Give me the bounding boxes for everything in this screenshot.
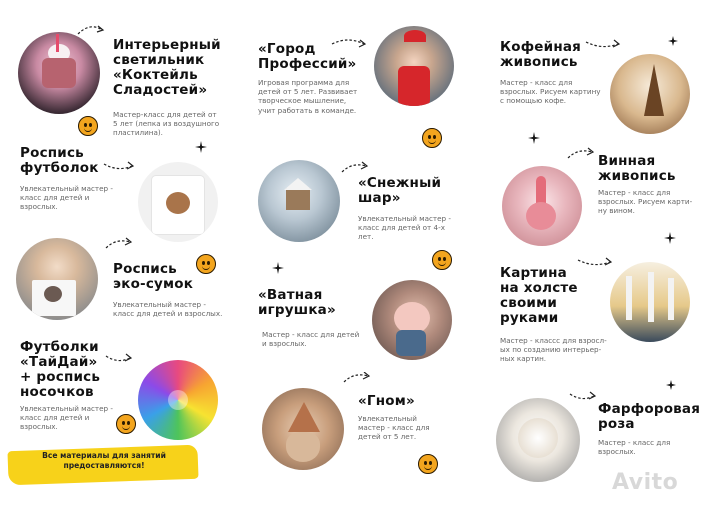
- sparkle-icon: [668, 36, 678, 46]
- item-desc-5: Увлекательный мастер - класс для детей от 4-х лет.: [358, 214, 451, 242]
- snow-globe-photo: [258, 160, 340, 242]
- item-title-5: «Снежный шар»: [358, 175, 442, 206]
- arrow-icon: [102, 160, 136, 174]
- item-title-6: «Ватная игрушка»: [258, 287, 336, 318]
- sparkle-icon: [528, 132, 540, 144]
- avito-watermark: Avito: [612, 470, 679, 495]
- arrow-icon: [342, 372, 372, 386]
- sparkle-icon: [195, 141, 207, 153]
- item-title-4: «Город Профессий»: [258, 41, 357, 72]
- item-title-0: Интерьерный светильник «Коктейль Сладостей»: [113, 37, 221, 98]
- item-desc-2: Увлекательный мастер - класс для детей и взрослых.: [113, 300, 223, 319]
- arrow-icon: [584, 38, 624, 52]
- arrow-icon: [566, 146, 596, 162]
- item-desc-6: Мастер - класс для детей и взрослых.: [262, 330, 360, 349]
- item-title-8: Кофейная живопись: [500, 39, 582, 70]
- item-desc-3: Увлекательный мастер - класс для детей и взрослых.: [20, 404, 113, 432]
- banner-text: Все материалы для занятий предоставляются!: [42, 451, 166, 470]
- item-desc-8: Мастер - класс для взрослых. Рисуем картину с помощью кофе.: [500, 78, 601, 106]
- smiley-icon: [78, 116, 98, 136]
- wine-painting-photo: [502, 166, 582, 246]
- tie-dye-photo: [138, 360, 218, 440]
- sparkle-icon: [272, 262, 284, 274]
- arrow-icon: [576, 256, 616, 270]
- smiley-icon: [422, 128, 442, 148]
- item-desc-7: Увлекательный мастер - класс для детей от 5 лет.: [358, 414, 430, 442]
- smiley-icon: [196, 254, 216, 274]
- item-desc-9: Мастер - класс для взрослых. Рисуем карти- ну вином.: [598, 188, 693, 216]
- arrow-icon: [340, 160, 370, 176]
- item-desc-1: Увлекательный мастер - класс для детей и взрослых.: [20, 184, 113, 212]
- arrow-icon: [568, 390, 598, 404]
- item-title-2: Роспись эко-сумок: [113, 261, 194, 292]
- professions-photo: [374, 26, 454, 106]
- arrow-icon: [104, 352, 134, 366]
- smiley-icon: [418, 454, 438, 474]
- eco-bag-photo: [16, 238, 98, 320]
- arrow-icon: [104, 236, 134, 252]
- smiley-icon: [116, 414, 136, 434]
- coffee-painting-photo: [610, 54, 690, 134]
- porcelain-rose-photo: [496, 398, 580, 482]
- arrow-icon: [76, 22, 106, 38]
- gnome-photo: [262, 388, 344, 470]
- sparkle-icon: [666, 380, 676, 390]
- item-title-7: «Гном»: [358, 393, 415, 409]
- item-desc-11: Мастер - класс для взрослых.: [598, 438, 671, 457]
- item-desc-0: Мастер-класс для детей от 5 лет (лепка из воздушного пластилина).: [113, 110, 220, 138]
- sparkle-icon: [664, 232, 676, 244]
- arrow-icon: [330, 36, 370, 50]
- item-desc-10: Мастер - классс для взросл- ых по созданию интерьер- ных картин.: [500, 336, 607, 364]
- item-title-10: Картина на холсте своими руками: [500, 265, 578, 326]
- milkshake-photo: [18, 32, 100, 114]
- item-title-11: Фарфоровая роза: [598, 401, 701, 432]
- tshirt-photo: [138, 162, 218, 242]
- item-title-1: Роспись футболок: [20, 145, 99, 176]
- item-title-9: Винная живопись: [598, 153, 676, 184]
- item-title-3: Футболки «ТайДай» + роспись носочков: [20, 339, 101, 400]
- smiley-icon: [432, 250, 452, 270]
- canvas-painting-photo: [610, 262, 690, 342]
- item-desc-4: Игровая программа для детей от 5 лет. Развивает творческое мышление, учит работать в команде.: [258, 78, 358, 115]
- cotton-toy-photo: [372, 280, 452, 360]
